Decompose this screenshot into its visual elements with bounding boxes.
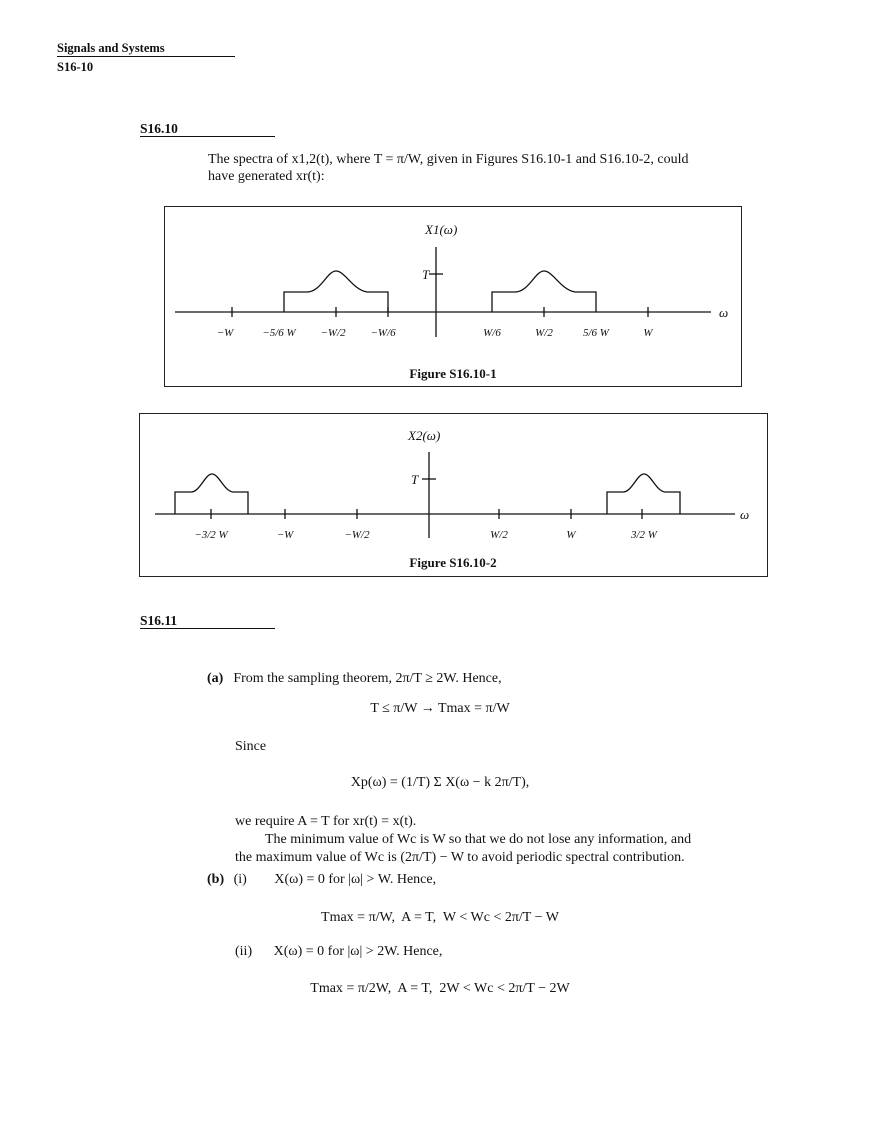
part-b-ii-text: X(ω) = 0 for |ω| > 2W. Hence, [273, 944, 443, 959]
part-b-ii [235, 944, 442, 960]
spectrum-lobe-right [607, 474, 680, 514]
intro-line-2: have generated xr(t): [208, 169, 325, 184]
require-text: we require A = T for xr(t) = x(t). [235, 814, 417, 829]
fig1-tick-label: −5/6 W [262, 327, 296, 339]
part-a [207, 669, 502, 687]
fig2-caption: Figure S16.10-2 [409, 555, 497, 570]
part-b-i-label: (i) [233, 872, 247, 887]
fig1-ylabel: X1(ω) [425, 222, 458, 237]
fig1-tick-label: −W/2 [320, 327, 346, 339]
part-b-ii-label: (ii) [235, 944, 253, 959]
fig2-tick-label: −W [276, 529, 294, 541]
fig1-tick-label: W/2 [535, 327, 553, 339]
part-a-label: (a) [207, 671, 224, 686]
fig1-tick-label: −W/6 [370, 327, 396, 339]
fig1-tick-label: W/6 [483, 327, 501, 339]
fig1-omega-label: ω [719, 305, 729, 320]
part-b [207, 872, 436, 888]
running-header-page: S16-10 [57, 60, 94, 74]
fig1-tick-label: −W [216, 327, 234, 339]
equation-xp: Xp(ω) = (1/T) Σ X(ω − k 2π/T), [350, 775, 530, 790]
fig2-tick-label: 3/2 W [631, 529, 657, 541]
spectrum-plot-x2 [140, 414, 767, 576]
section-heading-s16-11: S16.11 [140, 613, 178, 628]
fig2-t-label: T [411, 472, 419, 487]
header-rule [57, 56, 235, 57]
part-a-text: From the sampling theorem, 2π/T ≥ 2W. Hence, [233, 671, 502, 686]
part-b-i-text: X(ω) = 0 for |ω| > W. Hence, [274, 872, 437, 887]
section-heading-s16-10: S16.10 [140, 121, 178, 136]
running-header-title: Signals and Systems [57, 41, 165, 55]
section-rule [140, 136, 275, 137]
intro-paragraph [208, 151, 788, 185]
fig2-tick-label: W/2 [490, 529, 508, 541]
part-b-label: (b) [207, 872, 225, 887]
since-text: Since [235, 739, 267, 754]
fig2-tick-label: W [566, 529, 576, 541]
equation-b-i: Tmax = π/W, A = T, W < Wc < 2π/T − W [321, 910, 559, 925]
min-value-text: The minimum value of Wc is W so that we do not lose any information, and [265, 832, 692, 847]
spectrum-plot-x1 [165, 207, 741, 386]
intro-line-1: The spectra of x1,2(t), where T = π/W, given in Figures S16.10-1 and S16.10-2, could [208, 152, 689, 167]
equation-tmax: T ≤ π/W → Tmax = π/W [370, 701, 510, 716]
fig1-caption: Figure S16.10-1 [409, 366, 497, 381]
fig2-tick-label: −3/2 W [194, 529, 228, 541]
fig2-ylabel: X2(ω) [408, 428, 441, 443]
section-rule [140, 628, 275, 629]
figure-s16-10-1 [164, 206, 742, 387]
max-value-text: the maximum value of Wc is (2π/T) − W to avoid periodic spectral contribution. [235, 850, 685, 865]
spectrum-lobe-right [492, 271, 596, 312]
fig1-tick-label: W [643, 327, 653, 339]
fig2-omega-label: ω [740, 507, 750, 522]
fig2-tick-label: −W/2 [344, 529, 370, 541]
equation-b-ii: Tmax = π/2W, A = T, 2W < Wc < 2π/T − 2W [310, 981, 570, 996]
spectrum-lobe-left [284, 271, 388, 312]
figure-s16-10-2 [139, 413, 768, 577]
fig1-tick-label: 5/6 W [583, 327, 609, 339]
fig1-t-label: T [422, 267, 430, 282]
spectrum-lobe-left [175, 474, 248, 514]
